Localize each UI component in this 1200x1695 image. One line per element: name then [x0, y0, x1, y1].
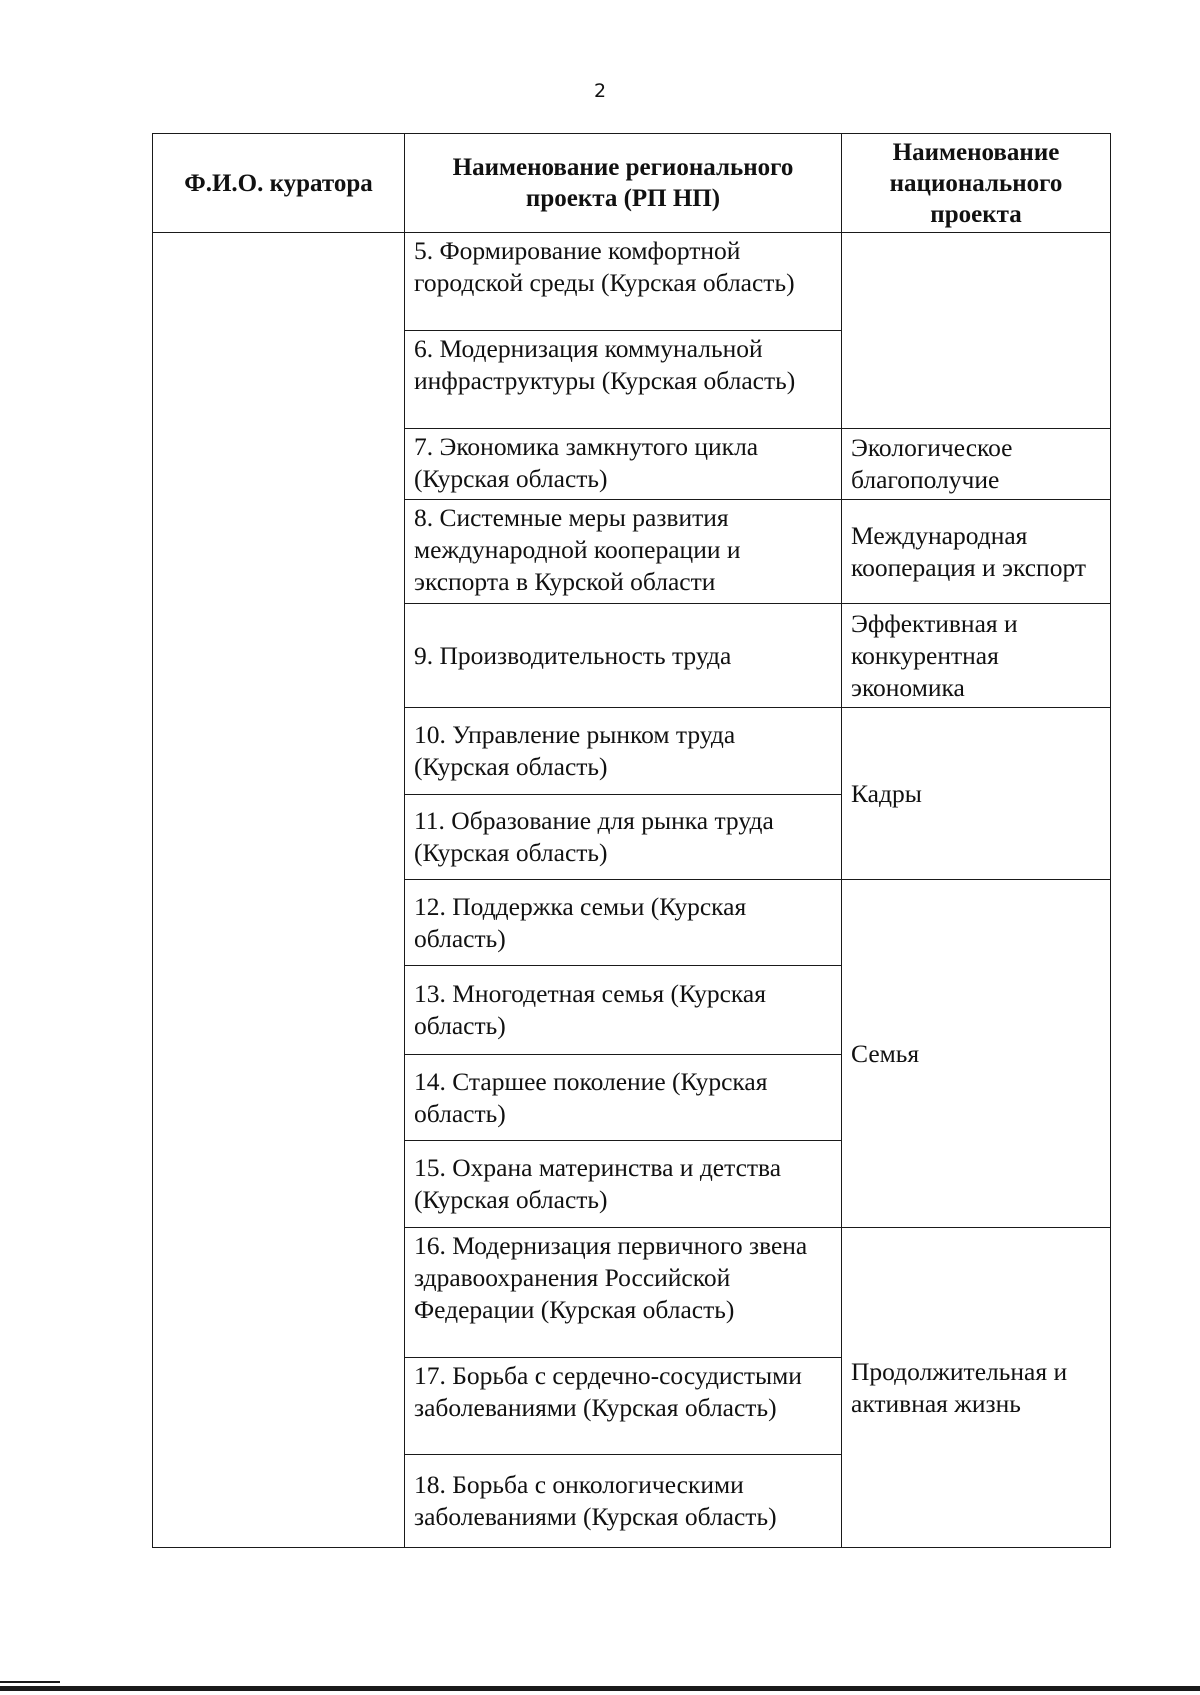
header-curator: Ф.И.О. куратора: [153, 134, 405, 233]
national-project-cell: Кадры: [842, 708, 1111, 880]
regional-project-cell: 5. Формирование комфортной городской среды (Курская область): [405, 233, 842, 331]
national-project-cell: Международная кооперация и экспорт: [842, 500, 1111, 604]
scan-bottom-edge: [0, 1686, 1200, 1691]
national-project-cell: Экологическое благополучие: [842, 429, 1111, 500]
table-header-row: [153, 134, 1111, 233]
table-row: [153, 233, 1111, 331]
regional-project-cell: 6. Модернизация коммунальной инфраструктуры (Курская область): [405, 331, 842, 429]
regional-project-cell: 11. Образование для рынка труда (Курская область): [405, 795, 842, 880]
header-regional-project: Наименование регионального проекта (РП НП): [405, 134, 842, 233]
regional-project-cell: 17. Борьба с сердечно-сосудистыми заболеваниями (Курская область): [405, 1358, 842, 1455]
regional-project-cell: 14. Старшее поколение (Курская область): [405, 1055, 842, 1141]
national-project-cell: Семья: [842, 880, 1111, 1228]
regional-project-cell: 15. Охрана материнства и детства (Курская область): [405, 1141, 842, 1228]
regional-project-cell: 18. Борьба с онкологическими заболеваниями (Курская область): [405, 1455, 842, 1548]
national-project-cell: Эффективная и конкурентная экономика: [842, 604, 1111, 708]
curator-cell: [153, 233, 405, 1548]
page-number: 2: [593, 80, 607, 102]
national-project-cell: Продолжительная и активная жизнь: [842, 1228, 1111, 1548]
regional-project-cell: 13. Многодетная семья (Курская область): [405, 966, 842, 1055]
regional-project-cell: 9. Производительность труда: [405, 604, 842, 708]
regional-project-cell: 7. Экономика замкнутого цикла (Курская область): [405, 429, 842, 500]
projects-table: [152, 133, 1111, 1548]
regional-project-cell: 10. Управление рынком труда (Курская область): [405, 708, 842, 795]
national-project-cell-empty: [842, 233, 1111, 429]
regional-project-cell: 12. Поддержка семьи (Курская область): [405, 880, 842, 966]
header-national-project: Наименование национального проекта: [842, 134, 1111, 233]
scan-edge-mark: [0, 1681, 60, 1683]
regional-project-cell: 8. Системные меры развития международной кооперации и экспорта в Курской области: [405, 500, 842, 604]
regional-project-cell: 16. Модернизация первичного звена здравоохранения Российской Федерации (Курская область): [405, 1228, 842, 1358]
